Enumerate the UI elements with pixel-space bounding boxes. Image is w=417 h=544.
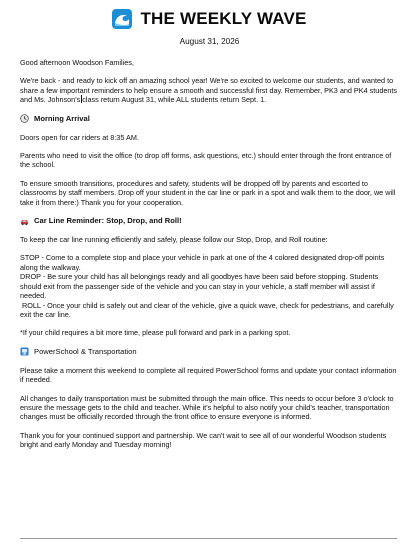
paragraph: To keep the car line running efficiently and safely, please follow our Stop, Drop, and Roll routine: — [20, 235, 328, 245]
paragraph: Parents who need to visit the office (to drop off forms, ask questions, etc.) should enter through the front entrance of the school. — [20, 151, 392, 170]
paragraph: Please take a moment this weekend to complete all required PowerSchool forms and update your contact information if needed. — [20, 365, 397, 385]
stop-step: STOP - Come to a complete stop and place your vehicle in park at one of the 4 colored designated drop-off points along the walkway. — [20, 253, 385, 272]
computer-icon — [20, 347, 29, 356]
masthead — [20, 0, 399, 30]
newsletter-title: THE WEEKLY WAVE — [140, 9, 307, 28]
paragraph: Doors open for car riders at 8:35 AM. — [20, 132, 139, 142]
wave-icon — [112, 9, 132, 29]
closing-paragraph: Thank you for your continued support and partnership. We can't wait to see all of our wonderful Woodson students bright and early Monday and Tuesday morning! — [20, 430, 387, 450]
section-heading-car-line — [20, 216, 399, 226]
intro-text-start: We're back - and ready to kick off an amazing school year! We're so excited to welcome our students, and wanted to share a few important reminders to help ensure a smooth and successful first day. Remember, PK3 and PK4 students and Ms. Johnson's — [20, 76, 398, 105]
section-heading-morning-arrival — [20, 114, 399, 124]
section-title: PowerSchool & Transportation — [34, 346, 137, 356]
section-title: Morning Arrival — [34, 113, 90, 123]
car-icon — [20, 217, 29, 226]
paragraph: To ensure smooth transitions, procedures and safety, students will be dropped off by parents and escorted to classrooms by staff members. Drop off your student in the car line or park in a spot and walk them to the door, we will take it from there:) Thank you for your cooperation. — [20, 178, 396, 207]
drop-step: DROP - Be sure your child has all belongings ready and all goodbyes have been said before stopping. Students should exit from the passenger side of the vehicle and you can stay in your vehicle, a staff member will assist if needed. — [20, 272, 379, 301]
section-heading-powerschool — [20, 347, 399, 357]
greeting: Good afternoon Woodson Families, — [20, 58, 134, 67]
footer-divider — [20, 538, 397, 539]
paragraph: All changes to daily transportation must be submitted through the main office. This needs to occur before 3 o'clock to ensure the message gets to the child and teacher. While it's helpful to also notify your child's teacher, transportation changes must be officially recorded through the front office to ensure everyone is informed. — [20, 393, 394, 422]
issue-date: August 31, 2026 — [179, 37, 240, 46]
parking-note: *If your child requires a bit more time, please pull forward and park in a parking spot. — [20, 328, 291, 338]
intro-paragraph — [20, 76, 399, 104]
roll-step: ROLL - Once your child is safely out and clear of the vehicle, give a quick wave, check for pedestrians, and carefully exit the car line. — [20, 300, 396, 319]
intro-text-end: class return August 31, while ALL students return Sept. 1. — [82, 95, 267, 105]
section-title: Car Line Reminder: Stop, Drop, and Roll! — [34, 216, 182, 226]
clock-icon — [20, 114, 29, 123]
